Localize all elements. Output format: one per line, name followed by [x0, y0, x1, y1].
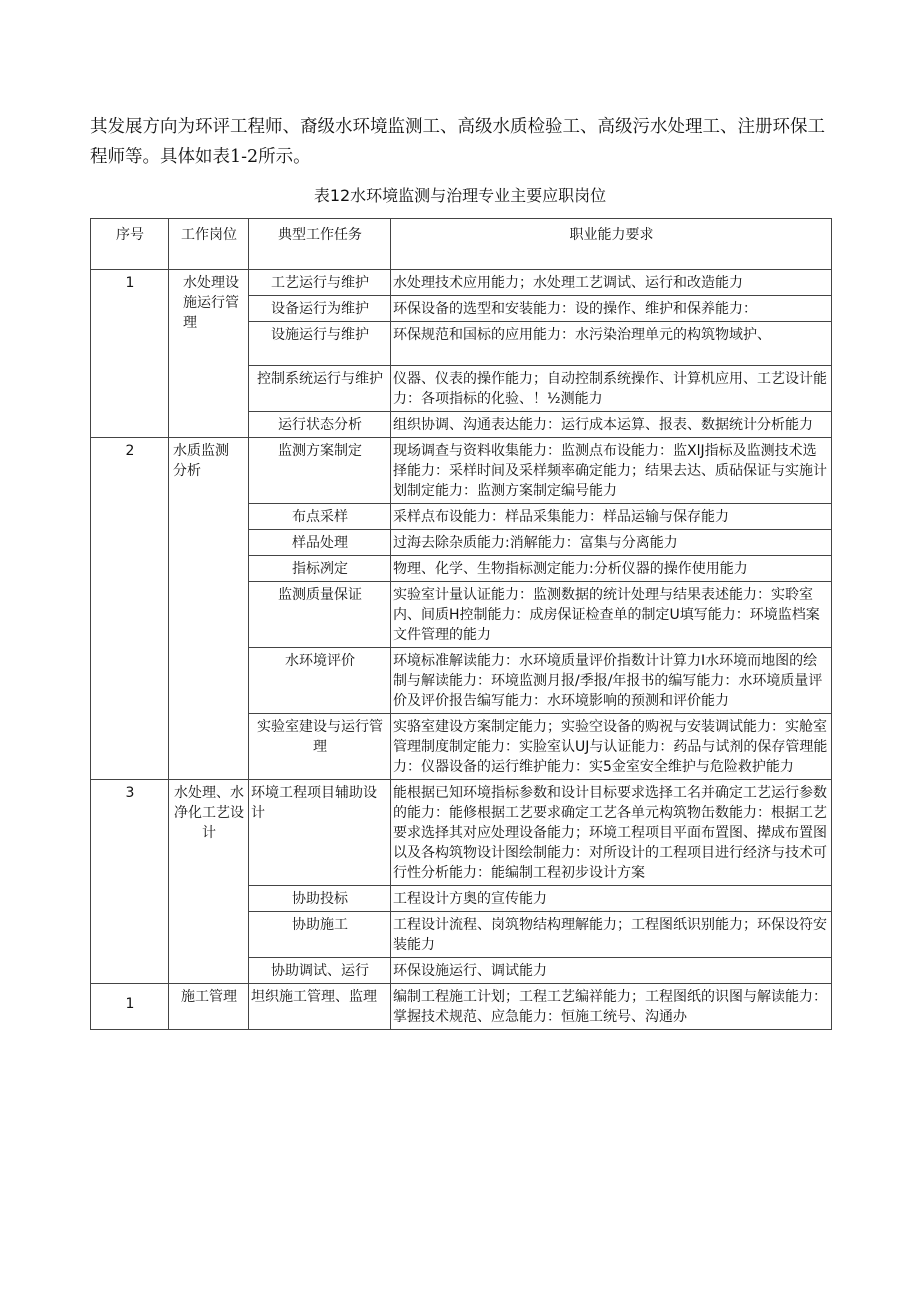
requirement-cell: 环保设施运行、调试能力 [391, 958, 832, 984]
requirement-cell: 编制工程施工计划；工程工艺编祥能力；工程图纸的识图与解读能力：掌握技术规范、应急能力：恒施工统号、沟通办 [391, 984, 832, 1030]
task-cell: 设施运行与维护 [249, 322, 391, 366]
task-cell: 环境工程项目辅助设计 [249, 780, 391, 886]
requirement-cell: 组织协调、沟通表达能力：运行成本运算、报表、数据统计分析能力 [391, 412, 832, 438]
group-position: 水处理、水净化工艺设计 [169, 780, 249, 984]
requirement-cell: 工程设计方奥的宣传能力 [391, 886, 832, 912]
group-number: 3 [91, 780, 169, 984]
requirement-cell: 能根据已知环境指标参数和设计目标要求选择工名并确定工艺运行参数的能力：能修根据工艺要求确定工艺各单元构筑物缶数能力：根据工艺要求选择其对应处理设备能力；环境工程项目平面布置图、撵成布置图以及各构筑物设计图绘制能力：对所设计的工程项目进行经济与技术可行性分析能力：能编制工程初步设计方案 [391, 780, 832, 886]
group-position: 水处理设施运行管理 [169, 270, 249, 438]
task-cell: 工艺运行与维护 [249, 270, 391, 296]
header-requirement: 职业能力要求 [391, 219, 832, 270]
table-row [91, 984, 832, 1030]
requirement-cell: 实验室计量认证能力：监测数据的统计处理与结果表述能力：实聆室内、间质H控制能力：成房保证检查单的制定U填写能力：环境监档案文件管理的能力 [391, 582, 832, 648]
group-position: 施工管理 [169, 984, 249, 1030]
task-cell: 水环境评价 [249, 648, 391, 714]
task-cell: 坦织施工管理、监理 [249, 984, 391, 1030]
header-position: 工作岗位 [169, 219, 249, 270]
task-cell: 协助调试、运行 [249, 958, 391, 984]
table-header-row [91, 219, 832, 270]
task-cell: 运行状态分析 [249, 412, 391, 438]
table-row [91, 270, 832, 296]
task-cell: 设备运行为维护 [249, 296, 391, 322]
task-cell: 监测方案制定 [249, 438, 391, 504]
header-task: 典型工作任务 [249, 219, 391, 270]
group-number: 1 [91, 270, 169, 438]
task-cell: 监测质量保证 [249, 582, 391, 648]
job-positions-table [90, 218, 832, 1030]
requirement-cell: 物理、化学、生物指标测定能力:分析仪器的操作使用能力 [391, 556, 832, 582]
task-cell: 实验室建设与运行管理 [249, 714, 391, 780]
requirement-cell: 水处理技术应用能力；水处理工艺调试、运行和改造能力 [391, 270, 832, 296]
task-cell: 布点采样 [249, 504, 391, 530]
task-cell: 样品处理 [249, 530, 391, 556]
task-cell: 协助投标 [249, 886, 391, 912]
group-number: 2 [91, 438, 169, 780]
group-position: 水质监测分析 [169, 438, 249, 780]
task-cell: 指标冽定 [249, 556, 391, 582]
task-cell: 控制系统运行与维护 [249, 366, 391, 412]
table-row [91, 780, 832, 886]
header-number: 序号 [91, 219, 169, 270]
requirement-cell: 实骆室建设方案制定能力；实验空设备的购祝与安装调试能力：实舱室管理制度制定能力：实脸室认UJ与认证能力：药品与试剂的保存管理能力：仪器设备的运行维护能力：实5金室安全维护与危险救护能力 [391, 714, 832, 780]
requirement-cell: 环保设备的选型和安装能力：设的操作、维护和保养能力： [391, 296, 832, 322]
requirement-cell: 仪器、仪表的操作能力；自动控制系统操作、计算机应用、工艺设计能力：各项指标的化验、！½测能力 [391, 366, 832, 412]
requirement-cell: 环保规范和国标的应用能力：水污染治理单元的构筑物域护、 [391, 322, 832, 366]
table-row [91, 438, 832, 504]
requirement-cell: 工程设计流程、岗筑物结构理解能力；工程图纸识别能力；环保设符安装能力 [391, 912, 832, 958]
intro-paragraph: 其发展方向为环评工程师、裔级水环境监测工、高级水质检验工、高级污水处理工、注册环保工程师等。具体如表1-2所示。 [90, 117, 825, 167]
requirement-cell: 现场调查与资料收集能力：监测点布设能力：监XlJ指标及监测技术选择能力：采样时间及采样频率确定能力；结果去达、质砧保证与实施计划制定能力：监测方案制定编号能力 [391, 438, 832, 504]
task-cell: 协助施工 [249, 912, 391, 958]
requirement-cell: 采样点布设能力：样品采集能力：样品运输与保存能力 [391, 504, 832, 530]
group-number: 1 [91, 984, 169, 1030]
requirement-cell: 过海去除杂质能力:消解能力：富集与分离能力 [391, 530, 832, 556]
table-caption: 表12水环境监测与治理专业主要应职岗位 [313, 186, 607, 205]
requirement-cell: 环境标准解读能力：水环境质量评价指数计计算力I水环境而地图的绘制与解读能力：环境监测月报/季报/年报书的编写能力：水环境质量评价及评价报告编写能力：水环境影响的预测和评价能力 [391, 648, 832, 714]
